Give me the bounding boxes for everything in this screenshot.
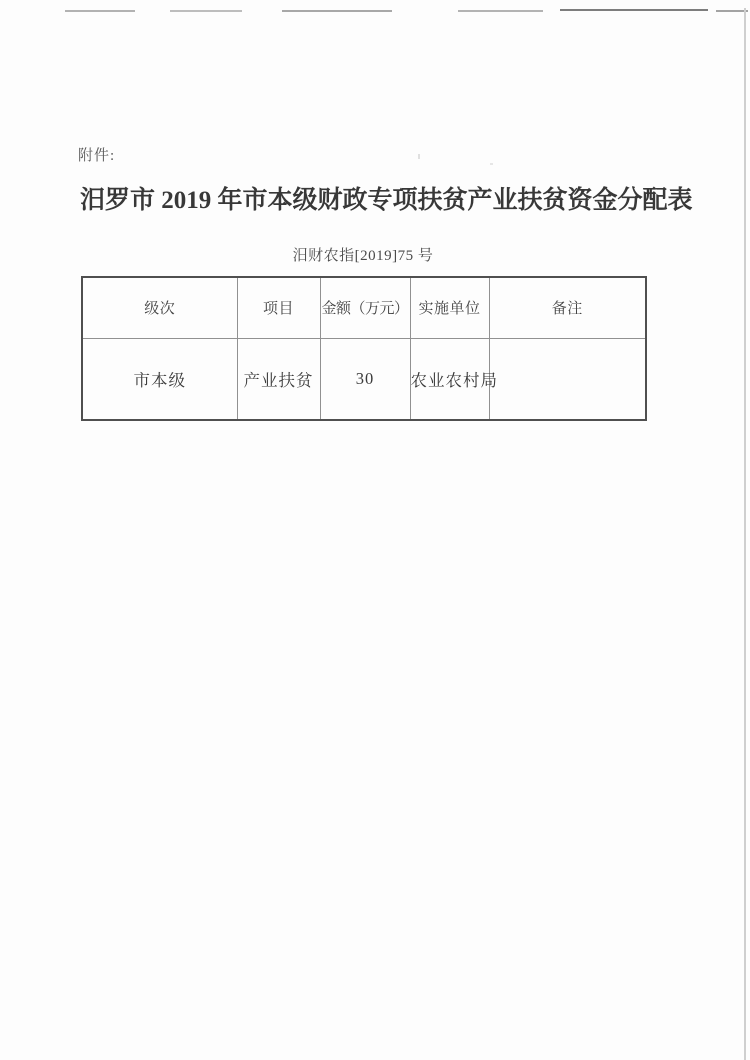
header-amount: 金额（万元） xyxy=(320,277,410,338)
scan-artifact-top-line xyxy=(65,10,135,12)
cell-level: 市本级 xyxy=(82,338,237,420)
attachment-label: 附件: xyxy=(78,148,116,164)
scan-artifact-speck xyxy=(490,163,493,165)
cell-remarks xyxy=(489,338,646,420)
scan-artifact-top-line xyxy=(282,10,392,12)
page-title: 汨罗市 2019 年市本级财政专项扶贫产业扶贫资金分配表 xyxy=(80,187,693,214)
header-project: 项目 xyxy=(237,277,320,338)
table-row xyxy=(82,338,646,420)
allocation-table xyxy=(81,276,647,421)
header-remarks: 备注 xyxy=(489,277,646,338)
cell-amount: 30 xyxy=(320,338,410,420)
scan-artifact-right-edge xyxy=(744,8,746,1060)
scan-artifact-top-line xyxy=(170,10,242,12)
cell-implementing-unit: 农业农村局 xyxy=(410,338,489,420)
table-header-row xyxy=(82,277,646,338)
cell-project: 产业扶贫 xyxy=(237,338,320,420)
header-implementing-unit: 实施单位 xyxy=(410,277,489,338)
scan-artifact-speck xyxy=(418,154,420,159)
document-number: 汨财农指[2019]75 号 xyxy=(292,248,434,264)
scan-artifact-top-line xyxy=(458,10,543,12)
header-level: 级次 xyxy=(82,277,237,338)
scan-artifact-top-line xyxy=(560,9,708,11)
